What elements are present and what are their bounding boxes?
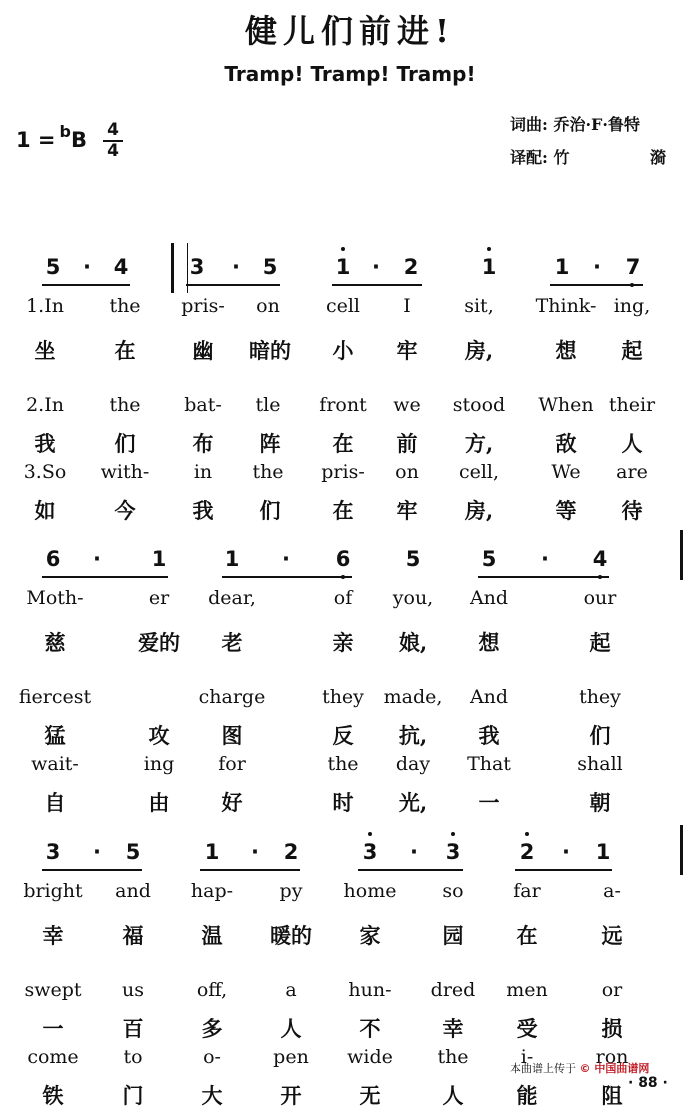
- lyric-syllable: 反: [332, 723, 354, 748]
- lyric-syllable: 猛: [44, 723, 66, 748]
- note: ·: [410, 840, 418, 864]
- lyric-syllable: men: [506, 979, 548, 1001]
- lyric-syllable: 园: [442, 923, 464, 948]
- lyric-syllable: 好: [221, 790, 243, 815]
- lyric-syllable: 们: [259, 498, 281, 523]
- octave-dot-below: [341, 575, 345, 579]
- lyric-syllable: 幽: [192, 338, 214, 363]
- note: 3: [362, 840, 378, 864]
- lyric-syllable: bright: [23, 880, 83, 902]
- lyric-syllable: our: [583, 587, 617, 609]
- lyric-syllable: Moth-: [26, 587, 84, 609]
- bar-line: [680, 825, 683, 875]
- lyric-syllable: And: [469, 587, 509, 609]
- lyric-syllable: the: [109, 295, 141, 317]
- lyric-syllable: 娘,: [398, 630, 428, 655]
- lyric-syllable: they: [322, 686, 364, 708]
- lyric-syllable: 人: [621, 431, 643, 456]
- lyric-syllable: 我: [192, 498, 214, 523]
- lyric-syllable: 牢: [396, 338, 418, 363]
- lyric-syllable: front: [319, 394, 367, 416]
- page-number: · 88 ·: [628, 1075, 668, 1091]
- lyric-syllable: 铁: [42, 1083, 64, 1108]
- lyric-syllable: off,: [196, 979, 228, 1001]
- lyric-syllable: 待: [621, 498, 643, 523]
- beam-underline: [42, 284, 130, 286]
- lyric-syllable: We: [551, 461, 581, 483]
- note: 1: [481, 255, 497, 279]
- lyric-syllable: for: [218, 753, 246, 775]
- lyric-syllable: 图: [221, 723, 243, 748]
- time-signature-top: 4: [107, 120, 119, 140]
- lyric-syllable: 一: [42, 1016, 64, 1041]
- lyric-syllable: 起: [621, 338, 643, 363]
- lyric-syllable: charge: [198, 686, 266, 708]
- lyric-syllable: 攻: [148, 723, 170, 748]
- lyric-syllable: 能: [516, 1083, 538, 1108]
- lyric-syllable: ron: [595, 1046, 629, 1068]
- lyric-syllable: day: [395, 753, 431, 775]
- lyric-syllable: 人: [442, 1083, 464, 1108]
- lyric-syllable: bat-: [184, 394, 222, 416]
- lyric-syllable: or: [601, 979, 623, 1001]
- note: ·: [83, 255, 91, 279]
- beam-underline: [332, 284, 422, 286]
- note: 6: [335, 547, 351, 571]
- lyric-row-chinese: [0, 627, 700, 667]
- lyric-syllable: ing: [143, 753, 175, 775]
- credit-translator-rest: 漪: [650, 148, 667, 167]
- lyric-syllable: the: [437, 1046, 469, 1068]
- lyric-syllable: er: [148, 587, 170, 609]
- lyric-syllable: on: [256, 295, 280, 317]
- lyric-row-chinese: [0, 335, 700, 375]
- lyric-syllable: so: [442, 880, 464, 902]
- note: 5: [481, 547, 497, 571]
- lyric-syllable: ing,: [613, 295, 651, 317]
- lyric-syllable: 温: [201, 923, 223, 948]
- beam-underline: [515, 869, 612, 871]
- note: ·: [282, 547, 290, 571]
- lyric-syllable: to: [123, 1046, 143, 1068]
- lyric-syllable: 福: [122, 923, 144, 948]
- note: 2: [403, 255, 419, 279]
- lyric-syllable: are: [616, 461, 648, 483]
- lyric-row-english: [0, 587, 700, 627]
- lyric-row-english: [0, 295, 700, 335]
- lyric-syllable: I: [403, 295, 411, 317]
- lyric-syllable: dear,: [208, 587, 256, 609]
- flat-sign: b: [59, 122, 71, 141]
- lyric-syllable: they: [579, 686, 621, 708]
- lyric-syllable: tle: [255, 394, 281, 416]
- lyric-syllable: 朝: [589, 790, 611, 815]
- note: 4: [113, 255, 129, 279]
- lyric-syllable: 慈: [44, 630, 66, 655]
- beam-underline: [42, 576, 168, 578]
- lyric-syllable: far: [513, 880, 541, 902]
- lyric-syllable: 起: [589, 630, 611, 655]
- lyric-syllable: 在: [516, 923, 538, 948]
- beam-underline: [42, 869, 142, 871]
- octave-dot-below: [630, 283, 634, 287]
- lyric-syllable: 房,: [464, 498, 494, 523]
- lyric-syllable: hun-: [348, 979, 392, 1001]
- note: ·: [593, 255, 601, 279]
- lyric-syllable: 阵: [259, 431, 281, 456]
- bar-line: [680, 530, 683, 580]
- lyric-syllable: dred: [430, 979, 476, 1001]
- lyric-row-chinese: [0, 1080, 700, 1120]
- lyric-syllable: sit,: [464, 295, 494, 317]
- bar-line: [171, 243, 174, 293]
- lyric-syllable: Think-: [535, 295, 597, 317]
- lyric-syllable: 幸: [42, 923, 64, 948]
- note: 1: [335, 255, 351, 279]
- lyric-syllable: a-: [603, 880, 621, 902]
- note: 1: [224, 547, 240, 571]
- page-title: 健儿们前进!: [244, 12, 456, 50]
- lyric-syllable: 光,: [398, 790, 428, 815]
- lyric-syllable: the: [327, 753, 359, 775]
- lyric-row-chinese: [0, 495, 700, 535]
- beam-underline: [478, 576, 609, 578]
- lyric-syllable: 家: [359, 923, 381, 948]
- lyric-syllable: stood: [452, 394, 506, 416]
- lyric-syllable: 一: [478, 790, 500, 815]
- lyric-syllable: 想: [478, 630, 500, 655]
- lyric-syllable: in: [193, 461, 213, 483]
- notes-row: [0, 255, 700, 295]
- lyric-syllable: 敌: [555, 431, 577, 456]
- lyric-syllable: 百: [122, 1016, 144, 1041]
- lyric-syllable: 们: [114, 431, 136, 456]
- lyric-row-chinese: [0, 787, 700, 827]
- key-prefix: 1 =: [16, 128, 56, 152]
- note: 5: [45, 255, 61, 279]
- lyric-syllable: 时: [332, 790, 354, 815]
- note: ·: [372, 255, 380, 279]
- lyric-syllable: And: [469, 686, 509, 708]
- lyric-syllable: 暖的: [270, 923, 312, 948]
- lyric-syllable: 受: [516, 1016, 538, 1041]
- lyric-syllable: 等: [555, 498, 577, 523]
- note: ·: [562, 840, 570, 864]
- note: 5: [405, 547, 421, 571]
- lyric-syllable: 暗的: [249, 338, 291, 363]
- lyric-row-chinese: [0, 920, 700, 960]
- note: 2: [283, 840, 299, 864]
- octave-dot-below: [598, 575, 602, 579]
- octave-dot-above: [368, 832, 372, 836]
- lyric-syllable: 抗,: [398, 723, 428, 748]
- lyric-syllable: cell,: [458, 461, 500, 483]
- lyric-syllable: home: [343, 880, 397, 902]
- note: 3: [189, 255, 205, 279]
- note: ·: [541, 547, 549, 571]
- lyric-syllable: come: [27, 1046, 79, 1068]
- lyric-syllable: 幸: [442, 1016, 464, 1041]
- note: 1: [595, 840, 611, 864]
- lyric-syllable: 在: [114, 338, 136, 363]
- lyric-syllable: us: [122, 979, 144, 1001]
- lyric-syllable: of: [333, 587, 353, 609]
- octave-dot-above: [451, 832, 455, 836]
- beam-underline: [222, 576, 352, 578]
- lyric-syllable: 3.So: [23, 461, 67, 483]
- lyric-syllable: 不: [359, 1016, 381, 1041]
- lyric-syllable: with-: [100, 461, 150, 483]
- lyric-syllable: on: [395, 461, 419, 483]
- lyric-syllable: made,: [383, 686, 443, 708]
- footer-site: [580, 1062, 650, 1075]
- lyric-syllable: 前: [396, 431, 418, 456]
- lyric-syllable: pris-: [181, 295, 225, 317]
- note: ·: [93, 547, 101, 571]
- site-logo-icon: ©: [579, 1062, 591, 1075]
- beam-underline: [200, 869, 300, 871]
- lyric-syllable: 我: [478, 723, 500, 748]
- lyric-syllable: 由: [148, 790, 170, 815]
- lyric-syllable: swept: [24, 979, 82, 1001]
- note: 4: [592, 547, 608, 571]
- lyric-syllable: 房,: [464, 338, 494, 363]
- note: 5: [125, 840, 141, 864]
- footer-site-name: 中国曲谱网: [594, 1062, 650, 1075]
- lyric-syllable: a: [285, 979, 297, 1001]
- lyric-syllable: 1.In: [26, 295, 64, 317]
- note: ·: [232, 255, 240, 279]
- lyric-syllable: 大: [201, 1083, 223, 1108]
- lyric-syllable: 在: [332, 498, 354, 523]
- lyric-syllable: 小: [332, 338, 354, 363]
- lyric-syllable: py: [279, 880, 303, 902]
- lyric-syllable: cell: [325, 295, 361, 317]
- lyric-syllable: the: [252, 461, 284, 483]
- note: 3: [45, 840, 61, 864]
- note: 1: [151, 547, 167, 571]
- lyric-syllable: wait-: [31, 753, 79, 775]
- lyric-syllable: pris-: [321, 461, 365, 483]
- lyric-syllable: and: [115, 880, 151, 902]
- beam-underline: [186, 284, 280, 286]
- lyric-syllable: you,: [392, 587, 434, 609]
- page-subtitle: Tramp! Tramp! Tramp!: [224, 62, 476, 86]
- lyric-syllable: 坐: [34, 338, 56, 363]
- lyric-syllable: 牢: [396, 498, 418, 523]
- lyric-syllable: 亲: [332, 630, 354, 655]
- note: 1: [204, 840, 220, 864]
- octave-dot-above: [341, 247, 345, 251]
- key-signature: [16, 122, 87, 152]
- lyric-syllable: i-: [520, 1046, 534, 1068]
- credit-lyrics-music: 词曲: 乔治·F·鲁特: [510, 115, 640, 134]
- lyric-syllable: 损: [601, 1016, 623, 1041]
- credit-translator: 译配: 竹: [510, 148, 570, 167]
- lyric-syllable: 在: [332, 431, 354, 456]
- notes-row: [0, 547, 700, 587]
- note: 6: [45, 547, 61, 571]
- lyric-syllable: 远: [601, 923, 623, 948]
- lyric-syllable: 爱的: [138, 630, 180, 655]
- time-signature-bottom: 4: [107, 141, 119, 161]
- lyric-syllable: fiercest: [18, 686, 92, 708]
- beam-underline: [358, 869, 463, 871]
- lyric-syllable: 想: [555, 338, 577, 363]
- lyric-syllable: 阻: [601, 1083, 623, 1108]
- lyric-syllable: When: [538, 394, 594, 416]
- lyric-syllable: 无: [359, 1083, 381, 1108]
- lyric-syllable: 我: [34, 431, 56, 456]
- note: 3: [445, 840, 461, 864]
- lyric-syllable: 方,: [464, 431, 494, 456]
- lyric-syllable: hap-: [190, 880, 234, 902]
- lyric-syllable: we: [393, 394, 421, 416]
- lyric-syllable: 自: [44, 790, 66, 815]
- octave-dot-above: [525, 832, 529, 836]
- lyric-syllable: 老: [221, 630, 243, 655]
- lyric-syllable: 多: [201, 1016, 223, 1041]
- notes-row: [0, 840, 700, 880]
- lyric-syllable: 们: [589, 723, 611, 748]
- lyric-syllable: shall: [577, 753, 623, 775]
- lyric-syllable: 门: [122, 1083, 144, 1108]
- bar-line: [187, 243, 188, 293]
- lyric-syllable: 布: [192, 431, 214, 456]
- note: ·: [251, 840, 259, 864]
- note: 5: [262, 255, 278, 279]
- octave-dot-above: [487, 247, 491, 251]
- lyric-syllable: wide: [347, 1046, 393, 1068]
- lyric-syllable: That: [467, 753, 511, 775]
- note: 2: [519, 840, 535, 864]
- lyric-syllable: their: [608, 394, 656, 416]
- note: 7: [625, 255, 641, 279]
- lyric-syllable: the: [109, 394, 141, 416]
- note: ·: [93, 840, 101, 864]
- lyric-syllable: o-: [203, 1046, 221, 1068]
- lyric-syllable: 如: [34, 498, 56, 523]
- lyric-syllable: 人: [280, 1016, 302, 1041]
- note: 1: [554, 255, 570, 279]
- lyric-row-english: [0, 880, 700, 920]
- lyric-syllable: 今: [114, 498, 136, 523]
- key-note: B: [70, 128, 87, 152]
- footer-text: 本曲谱上传于: [510, 1062, 576, 1075]
- lyric-syllable: 2.In: [26, 394, 64, 416]
- lyric-syllable: 开: [280, 1083, 302, 1108]
- footer: [510, 1060, 649, 1076]
- time-signature: [103, 122, 123, 160]
- lyric-syllable: pen: [273, 1046, 309, 1068]
